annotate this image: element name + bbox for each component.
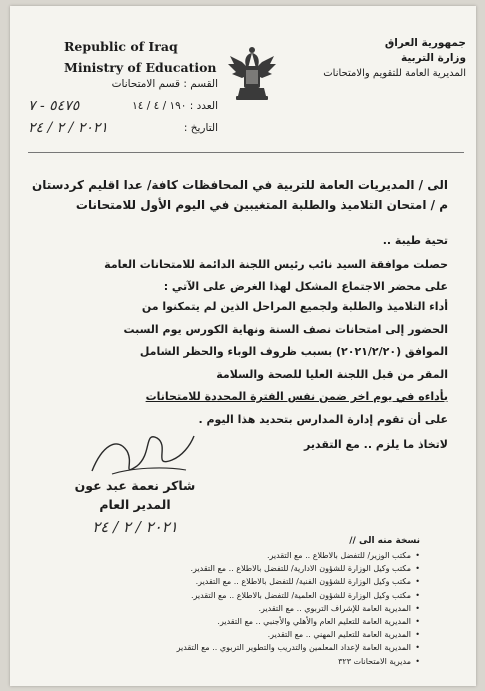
signature-date: ٢٠٢١ / ٢ / ٢٤ bbox=[92, 518, 178, 536]
paragraph-line: على محضر الاجتماع المشكل لهذا الغرض على الآتي : bbox=[163, 280, 448, 293]
decision-line: على أن تقوم إدارة المدارس بتحديد هذا اليوم . bbox=[198, 412, 448, 426]
copies-list-item: • مكتب وكيل الوزارة للشؤون الفنية/ للتفضل بالاطلاع .. مع التقدير. bbox=[100, 575, 420, 588]
signature-block bbox=[60, 476, 210, 536]
letter-subject: م / امتحان التلاميذ والطلبة المتغيبين في اليوم الأول للامتحانات bbox=[75, 198, 448, 212]
letter-greeting: تحية طيبة .. bbox=[382, 234, 448, 247]
header-directorate-ar: المديرية العامة للتقويم والامتحانات bbox=[323, 68, 466, 79]
header-country: Republic of Iraq bbox=[64, 39, 178, 54]
letter-paragraph bbox=[44, 254, 448, 298]
header-ministry: Ministry of Education bbox=[64, 60, 217, 75]
signer-title: المدير العام bbox=[99, 497, 171, 512]
department-label: القسم : قسم الامتحانات bbox=[111, 78, 218, 90]
copies-list-item: • المديرية العامة للتعليم المهني .. مع التقدير. bbox=[100, 628, 420, 641]
letter-page bbox=[10, 6, 476, 686]
date-label: التاريخ : bbox=[183, 122, 218, 134]
header-ministry-ar: وزارة التربية bbox=[400, 52, 466, 64]
letter-address: الى / المديريات العامة للتربية في المحافظات كافة/ عدا اقليم كردستان bbox=[31, 178, 448, 192]
header-country-ar: جمهورية العراق bbox=[384, 37, 466, 49]
letter-meta bbox=[28, 76, 218, 142]
date-handwritten: ٢٠٢١ / ٢ / ٢٤ bbox=[28, 120, 108, 136]
letter-decision bbox=[44, 296, 448, 431]
copies-list-item: • مكتب الوزير/ للتفضل بالاطلاع .. مع التقدير. bbox=[100, 549, 420, 562]
paragraph-line: حصلت موافقة السيد نائب رئيس اللجنة الدائمة للامتحانات العامة bbox=[104, 258, 448, 271]
decision-line: المقر من قبل اللجنة العليا للصحة والسلامة bbox=[216, 367, 448, 381]
copies-to bbox=[100, 536, 420, 668]
copies-list-item: • مكتب وكيل الوزارة للشؤون الادارية/ للتفضل بالاطلاع .. مع التقدير. bbox=[100, 562, 420, 575]
header-arabic bbox=[266, 36, 466, 81]
number-handwritten: ٥٤٧٥ - ٧ bbox=[28, 98, 80, 114]
decision-line: الحضور إلى امتحانات نصف السنة ونهاية الكورس يوم السبت bbox=[123, 322, 448, 336]
copies-list-item: • مديرية الامتحانات ٣٢٣ bbox=[100, 655, 420, 668]
copies-list bbox=[100, 549, 420, 668]
letter-closing: لاتخاذ ما يلزم .. مع التقدير bbox=[304, 438, 448, 451]
decision-line-underlined: بأداءه في يوم اخر ضمن نفس الفترة المحددة للامتحانات bbox=[145, 390, 448, 403]
number-label: العدد : ١٩٠ / ٤ / ١٤ bbox=[132, 100, 218, 112]
header-english bbox=[64, 36, 217, 78]
copies-list-item: • المديرية العامة لإعداد المعلمين والتدريب والتطوير التربوي .. مع التقدير bbox=[100, 641, 420, 654]
copies-title: نسخة منه الى // bbox=[349, 536, 420, 546]
copies-list-item: • مكتب وكيل الوزارة للشؤون العلمية/ للتفضل بالاطلاع .. مع التقدير. bbox=[100, 589, 420, 602]
copies-list-item: • المديرية العامة للإشراف التربوي .. مع التقدير. bbox=[100, 602, 420, 615]
decision-line: الموافق (٢٠٢١/٢/٢٠) بسبب ظروف الوباء والحظر الشامل bbox=[139, 345, 448, 358]
signer-name: شاكر نعمة عبد عون bbox=[74, 478, 196, 493]
decision-line: أداء التلاميذ والطلبة ولجميع المراحل الذين لم يتمكنوا من bbox=[141, 300, 448, 313]
header-divider bbox=[28, 152, 464, 153]
copies-list-item: • المديرية العامة للتعليم العام والأهلي والأجنبي .. مع التقدير. bbox=[100, 615, 420, 628]
